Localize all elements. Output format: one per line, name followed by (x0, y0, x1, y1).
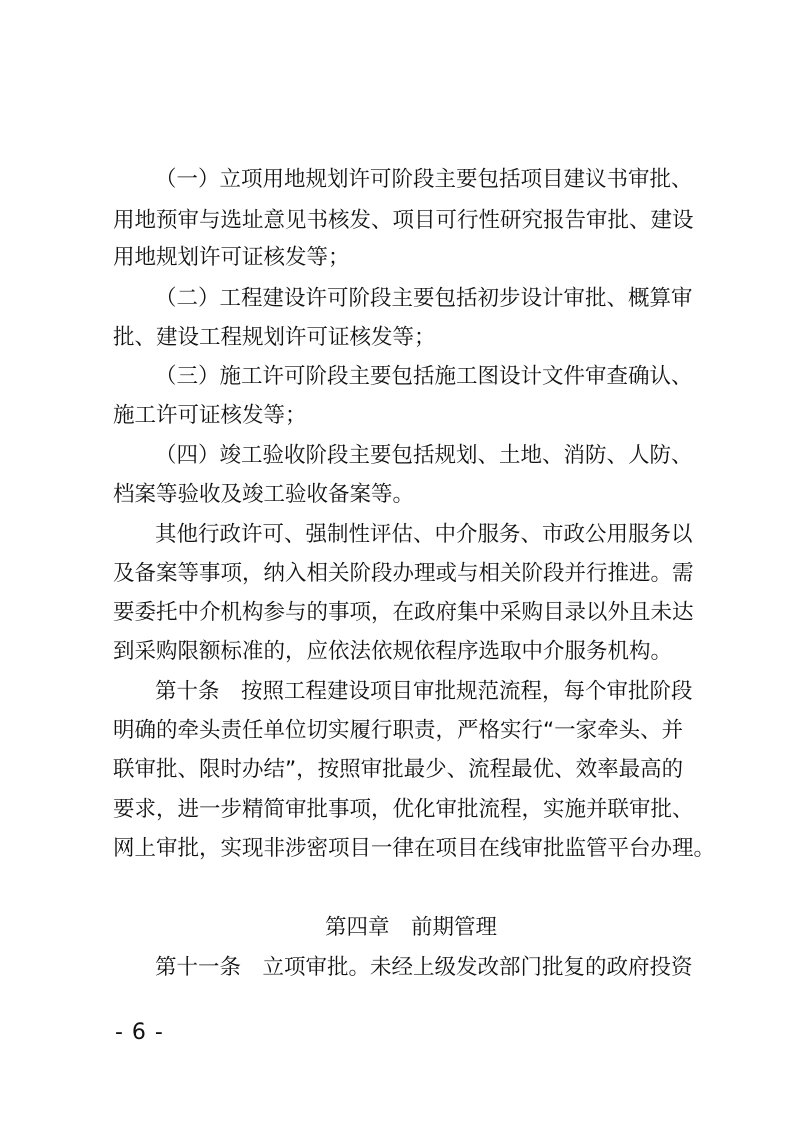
paragraph-line: 到采购限额标准的，应依法依规依程序选取中介服务机构。 (113, 639, 673, 664)
paragraph-line: 及备案等事项，纳入相关阶段办理或与相关阶段并行推进。需 (113, 561, 694, 586)
paragraph-line: 要委托中介机构参与的事项，在政府集中采购目录以外且未达 (113, 600, 694, 625)
paragraph-line: 施工许可证核发等； (113, 403, 307, 428)
paragraph-line: （三）施工许可阶段主要包括施工图设计文件审查确认、 (155, 364, 693, 389)
paragraph-line: 批、建设工程规划许可证核发等； (113, 325, 436, 350)
chapter-title: 第四章 前期管理 (325, 915, 498, 940)
paragraph-line: （二）工程建设许可阶段主要包括初步设计审批、概算审 (155, 286, 693, 311)
paragraph-line: 明确的牵头责任单位切实履行职责，严格实行“一家牵头、并 (113, 718, 684, 743)
article-heading-line: 第十条 按照工程建设项目审批规范流程，每个审批阶段 (155, 679, 693, 704)
paragraph-line: 档案等验收及竣工验收备案等。 (113, 482, 415, 507)
paragraph-line: 其他行政许可、强制性评估、中介服务、市政公用服务以 (155, 522, 693, 547)
page-number: - 6 - (115, 1020, 164, 1045)
paragraph-line: （四）竣工验收阶段主要包括规划、土地、消防、人防、 (155, 443, 693, 468)
article-heading-line: 第十一条 立项审批。未经上级发改部门批复的政府投资 (155, 955, 693, 980)
paragraph-line: 用地规划许可证核发等； (113, 245, 350, 270)
paragraph-line: 联审批、限时办结”，按照审批最少、流程最优、效率最高的 (113, 757, 684, 782)
paragraph-line: 要求，进一步精简审批事项，优化审批流程，实施并联审批、 (113, 797, 694, 822)
paragraph-line: 用地预审与选址意见书核发、项目可行性研究报告审批、建设 (113, 208, 694, 233)
paragraph-line: （一）立项用地规划许可阶段主要包括项目建议书审批、 (155, 167, 693, 192)
paragraph-line: 网上审批，实现非涉密项目一律在项目在线审批监管平台办理。 (113, 836, 716, 861)
